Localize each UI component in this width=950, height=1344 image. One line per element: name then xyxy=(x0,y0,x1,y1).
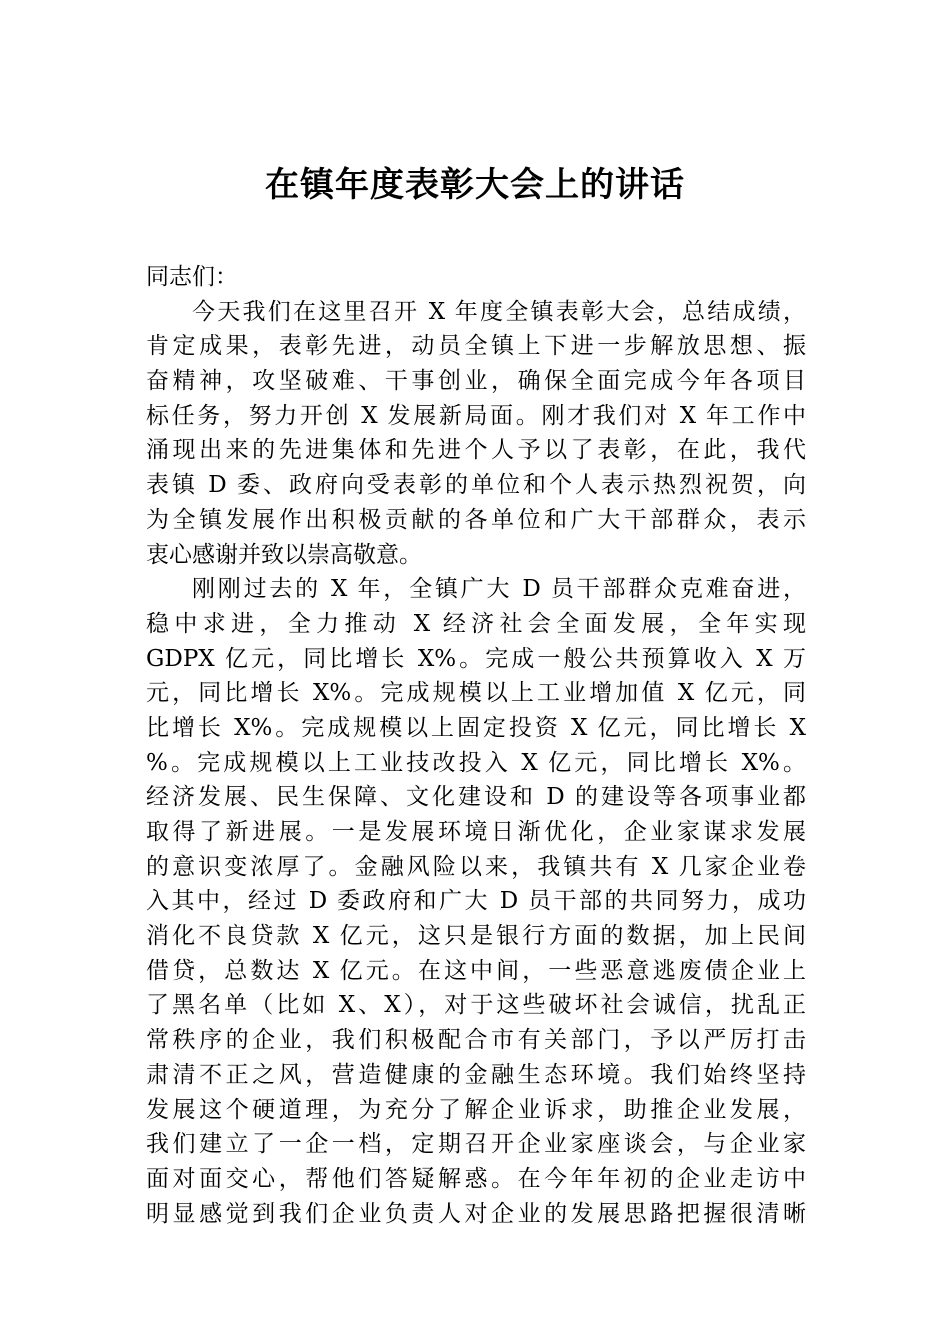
paragraph-line: 我们建立了一企一档，定期召开企业家座谈会，与企业家 xyxy=(146,1131,806,1158)
salutation: 同志们： xyxy=(146,264,238,290)
paragraph-line: 标任务，努力开创 X 发展新局面。刚才我们对 X 年工作中 xyxy=(146,402,806,429)
paragraph-line: 消化不良贷款 X 亿元，这只是银行方面的数据，加上民间 xyxy=(146,923,806,950)
paragraph-line: 刚刚过去的 X 年，全镇广大 D 员干部群众克难奋进， xyxy=(192,576,806,603)
paragraph-line: 面对面交心，帮他们答疑解惑。在今年年初的企业走访中 xyxy=(146,1165,806,1192)
paragraph-line: 肃清不正之风，营造健康的金融生态环境。我们始终坚持 xyxy=(146,1061,806,1088)
paragraph-line: 衷心感谢并致以崇高敬意。 xyxy=(146,541,422,568)
paragraph-line: 肯定成果，表彰先进，动员全镇上下进一步解放思想、振 xyxy=(146,333,806,360)
paragraph-line: 了黑名单（比如 X、X），对于这些破坏社会诚信，扰乱正 xyxy=(146,992,806,1019)
paragraph-line: 借贷，总数达 X 亿元。在这中间，一些恶意逃废债企业上 xyxy=(146,957,806,984)
paragraph-line: 稳中求进，全力推动 X 经济社会全面发展，全年实现 xyxy=(146,610,806,637)
paragraph-line: 的意识变浓厚了。金融风险以来，我镇共有 X 几家企业卷 xyxy=(146,853,806,880)
paragraph-line: 常秩序的企业，我们积极配合市有关部门，予以严厉打击 xyxy=(146,1027,806,1054)
paragraph-line: 比增长 X%。完成规模以上固定投资 X 亿元，同比增长 X xyxy=(146,714,806,741)
paragraph-line: 经济发展、民生保障、文化建设和 D 的建设等各项事业都 xyxy=(146,784,806,811)
paragraph-line: 取得了新进展。一是发展环境日渐优化，企业家谋求发展 xyxy=(146,819,806,845)
paragraph-line: %。完成规模以上工业技改投入 X 亿元，同比增长 X%。 xyxy=(146,749,806,776)
paragraph-line: 奋精神，攻坚破难、干事创业，确保全面完成今年各项目 xyxy=(146,368,806,395)
paragraph-line: 涌现出来的先进集体和先进个人予以了表彰，在此，我代 xyxy=(146,437,806,464)
paragraph-line: 发展这个硬道理，为充分了解企业诉求，助推企业发展， xyxy=(146,1096,806,1123)
paragraph-line: 入其中，经过 D 委政府和广大 D 员干部的共同努力，成功 xyxy=(146,888,806,915)
paragraph-line: 为全镇发展作出积极贡献的各单位和广大干部群众，表示 xyxy=(146,506,806,533)
paragraph-line: 元，同比增长 X%。完成规模以上工业增加值 X 亿元，同 xyxy=(146,680,806,707)
document-title: 在镇年度表彰大会上的讲话 xyxy=(265,165,685,205)
paragraph-line: 今天我们在这里召开 X 年度全镇表彰大会，总结成绩， xyxy=(192,298,806,325)
paragraph-line: 表镇 D 委、政府向受表彰的单位和个人表示热烈祝贺，向 xyxy=(146,472,806,499)
paragraph-line: 明显感觉到我们企业负责人对企业的发展思路把握很清晰 xyxy=(146,1200,806,1227)
document-body xyxy=(146,260,806,1231)
paragraph-line: GDPX 亿元，同比增长 X%。完成一般公共预算收入 X 万 xyxy=(146,645,806,672)
